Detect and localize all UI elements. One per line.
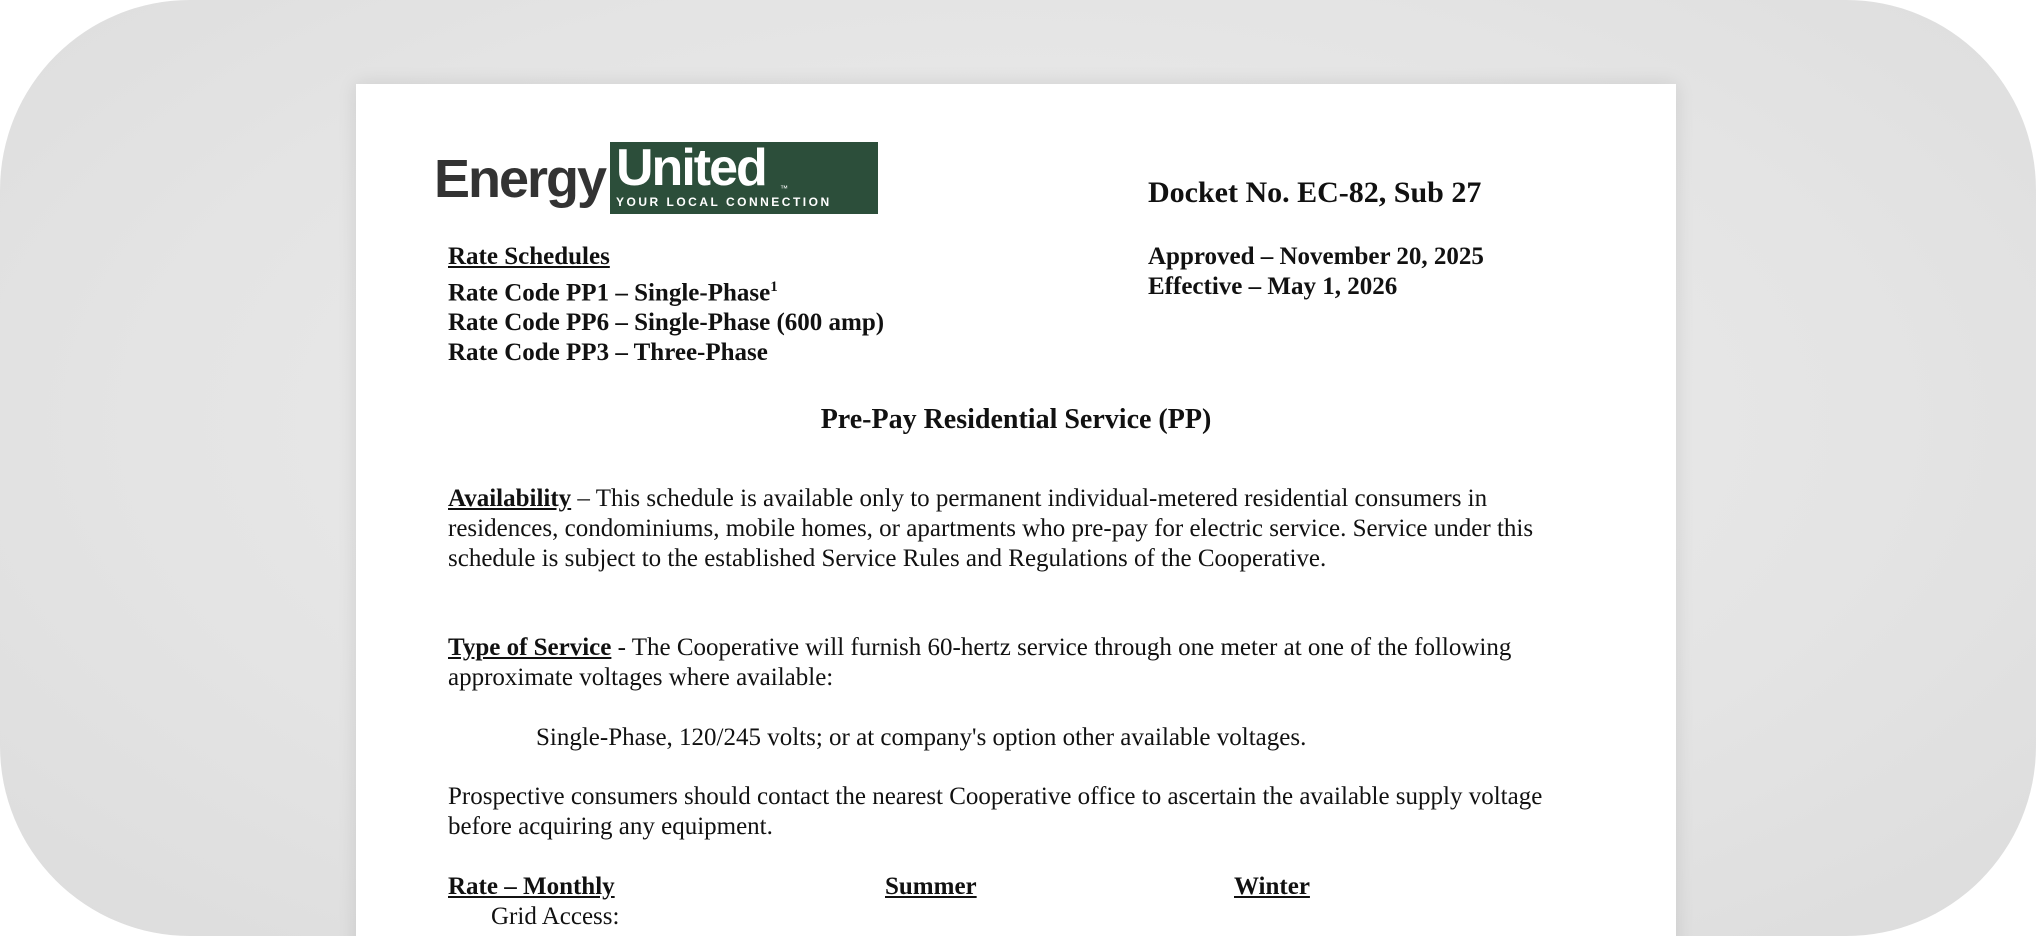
rate-schedules-label: Rate Schedules bbox=[448, 243, 610, 270]
summer-column-heading: Summer bbox=[885, 873, 977, 900]
availability-paragraph bbox=[448, 484, 1588, 574]
rate-schedules-block bbox=[448, 242, 884, 368]
grid-access-label: Grid Access: bbox=[491, 903, 620, 930]
logo-green-box bbox=[610, 139, 878, 214]
availability-heading: Availability bbox=[448, 485, 572, 512]
logo-tagline: YOUR LOCAL CONNECTION bbox=[616, 195, 832, 209]
document-title: Pre-Pay Residential Service (PP) bbox=[820, 404, 1212, 435]
logo-word-united: United bbox=[616, 139, 766, 197]
rate-code-pp6: Rate Code PP6 – Single-Phase (600 amp) bbox=[448, 309, 885, 337]
footnote-mark: 1 bbox=[770, 279, 778, 295]
approved-date: Approved – November 20, 2025 bbox=[1148, 243, 1484, 270]
energyunited-logo bbox=[434, 139, 834, 216]
type-of-service-paragraph bbox=[448, 633, 1588, 693]
logo-trademark: ™ bbox=[780, 184, 788, 193]
type-of-service-text: - The Cooperative will furnish 60-hertz service through one meter at one of the following approximate voltages where available: bbox=[448, 634, 1512, 691]
rate-monthly-heading: Rate – Monthly bbox=[448, 873, 615, 900]
docket-number: Docket No. EC-82, Sub 27 bbox=[1148, 176, 1482, 209]
document-page bbox=[356, 84, 1676, 936]
availability-text: – This schedule is available only to permanent individual-metered residential consumers in residences, condominiums, mobile homes, or apartments who pre-pay for electric service. Service under this schedule is subject to the established Service Rules and Regulations of the Cooperative. bbox=[448, 485, 1534, 572]
approval-block bbox=[1148, 242, 1484, 302]
type-of-service-heading: Type of Service bbox=[448, 634, 612, 661]
effective-date: Effective – May 1, 2026 bbox=[1148, 273, 1398, 300]
winter-column-heading: Winter bbox=[1234, 873, 1310, 900]
rate-code-pp1: Rate Code PP1 – Single-Phase$^1$ bbox=[448, 279, 778, 307]
rate-code-pp3: Rate Code PP3 – Three-Phase bbox=[448, 339, 768, 367]
prospective-paragraph: Prospective consumers should contact the nearest Cooperative office to ascertain the available supply voltage before acquiring any equipment. bbox=[448, 783, 1543, 840]
voltage-line: Single-Phase, 120/245 volts; or at company's option other available voltages. bbox=[536, 724, 1307, 751]
logo-word-energy: Energy bbox=[434, 149, 606, 209]
